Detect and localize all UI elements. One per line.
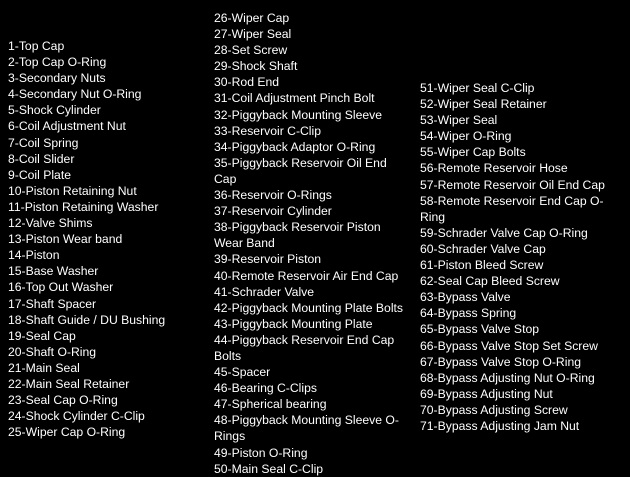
list-item: 69-Bypass Adjusting Nut bbox=[420, 386, 553, 401]
list-item: 10-Piston Retaining Nut bbox=[8, 183, 137, 198]
list-item: 54-Wiper O-Ring bbox=[420, 129, 512, 144]
list-item: 65-Bypass Valve Stop bbox=[420, 322, 540, 337]
list-item: 50-Main Seal C-Clip bbox=[214, 461, 324, 476]
list-item: 40-Remote Reservoir Air End Cap bbox=[214, 268, 399, 283]
list-item: 47-Spherical bearing bbox=[214, 397, 327, 412]
list-item: 30-Rod End bbox=[214, 75, 280, 90]
list-item: 66-Bypass Valve Stop Set Screw bbox=[420, 338, 598, 353]
list-item: 34-Piggyback Adaptor O-Ring bbox=[214, 139, 376, 154]
list-item: 15-Base Washer bbox=[8, 264, 99, 279]
list-item: 7-Coil Spring bbox=[8, 135, 79, 150]
list-item: 28-Set Screw bbox=[214, 43, 288, 58]
list-item: 1-Top Cap bbox=[8, 39, 65, 53]
parts-list-column-1 bbox=[8, 38, 204, 440]
list-item: 43-Piggyback Mounting Plate bbox=[214, 316, 373, 331]
list-item: 71-Bypass Adjusting Jam Nut bbox=[420, 418, 580, 433]
list-item: 12-Valve Shims bbox=[8, 216, 93, 231]
list-item: 37-Reservoir Cylinder bbox=[214, 204, 332, 219]
list-item: 29-Shock Shaft bbox=[214, 59, 298, 74]
parts-column-1 bbox=[8, 0, 204, 440]
list-item: 21-Main Seal bbox=[8, 360, 80, 375]
list-item: 51-Wiper Seal C-Clip bbox=[420, 81, 535, 95]
list-item: 64-Bypass Spring bbox=[420, 306, 517, 321]
list-item: 8-Coil Slider bbox=[8, 151, 75, 166]
list-item: 33-Reservoir C-Clip bbox=[214, 123, 322, 138]
list-item: 23-Seal Cap O-Ring bbox=[8, 393, 118, 408]
list-item: 49-Piston O-Ring bbox=[214, 445, 308, 460]
list-item: 42-Piggyback Mounting Plate Bolts bbox=[214, 300, 404, 315]
list-item: 67-Bypass Valve Stop O-Ring bbox=[420, 354, 581, 369]
list-item: 57-Remote Reservoir Oil End Cap bbox=[420, 177, 605, 192]
list-item: 17-Shaft Spacer bbox=[8, 296, 97, 311]
list-item: 18-Shaft Guide / DU Bushing bbox=[8, 312, 166, 327]
list-item: 38-Piggyback Reservoir Piston Wear Band bbox=[214, 220, 381, 251]
parts-list-column-3 bbox=[420, 80, 624, 434]
list-item: 62-Seal Cap Bleed Screw bbox=[420, 274, 560, 289]
list-item: 60-Schrader Valve Cap bbox=[420, 241, 546, 256]
list-item: 41-Schrader Valve bbox=[214, 284, 315, 299]
list-item: 9-Coil Plate bbox=[8, 167, 71, 182]
list-item: 22-Main Seal Retainer bbox=[8, 376, 130, 391]
list-item: 20-Shaft O-Ring bbox=[8, 344, 97, 359]
list-item: 27-Wiper Seal bbox=[214, 27, 292, 42]
list-item: 14-Piston bbox=[8, 248, 60, 263]
list-item: 46-Bearing C-Clips bbox=[214, 381, 317, 396]
list-item: 5-Shock Cylinder bbox=[8, 103, 101, 118]
list-item: 58-Remote Reservoir End Cap O-Ring bbox=[420, 193, 604, 224]
list-item: 53-Wiper Seal bbox=[420, 113, 498, 128]
list-item: 68-Bypass Adjusting Nut O-Ring bbox=[420, 370, 595, 385]
list-item: 4-Secondary Nut O-Ring bbox=[8, 87, 142, 102]
parts-list-column-2 bbox=[214, 10, 410, 477]
list-item: 36-Reservoir O-Rings bbox=[214, 188, 332, 203]
list-item: 32-Piggyback Mounting Sleeve bbox=[214, 107, 383, 122]
list-item: 44-Piggyback Reservoir End Cap Bolts bbox=[214, 332, 395, 363]
list-item: 11-Piston Retaining Washer bbox=[8, 199, 159, 214]
list-item: 63-Bypass Valve bbox=[420, 290, 511, 305]
list-item: 39-Reservoir Piston bbox=[214, 252, 322, 267]
list-item: 56-Remote Reservoir Hose bbox=[420, 161, 568, 176]
list-item: 6-Coil Adjustment Nut bbox=[8, 119, 126, 134]
list-item: 59-Schrader Valve Cap O-Ring bbox=[420, 225, 588, 240]
list-item: 24-Shock Cylinder C-Clip bbox=[8, 409, 145, 424]
list-item: 13-Piston Wear band bbox=[8, 232, 123, 247]
list-item: 26-Wiper Cap bbox=[214, 11, 290, 25]
list-item: 52-Wiper Seal Retainer bbox=[420, 97, 547, 112]
list-item: 61-Piston Bleed Screw bbox=[420, 258, 544, 273]
list-item: 70-Bypass Adjusting Screw bbox=[420, 402, 568, 417]
list-item: 48-Piggyback Mounting Sleeve O-Rings bbox=[214, 413, 399, 444]
parts-column-2 bbox=[214, 0, 410, 477]
list-item: 16-Top Out Washer bbox=[8, 280, 114, 295]
parts-column-3 bbox=[420, 0, 624, 434]
list-item: 31-Coil Adjustment Pinch Bolt bbox=[214, 91, 375, 106]
list-item: 55-Wiper Cap Bolts bbox=[420, 145, 526, 160]
list-item: 3-Secondary Nuts bbox=[8, 71, 106, 86]
list-item: 35-Piggyback Reservoir Oil End Cap bbox=[214, 155, 387, 186]
list-item: 2-Top Cap O-Ring bbox=[8, 55, 107, 70]
list-item: 19-Seal Cap bbox=[8, 328, 76, 343]
list-item: 25-Wiper Cap O-Ring bbox=[8, 425, 126, 440]
list-item: 45-Spacer bbox=[214, 365, 271, 380]
